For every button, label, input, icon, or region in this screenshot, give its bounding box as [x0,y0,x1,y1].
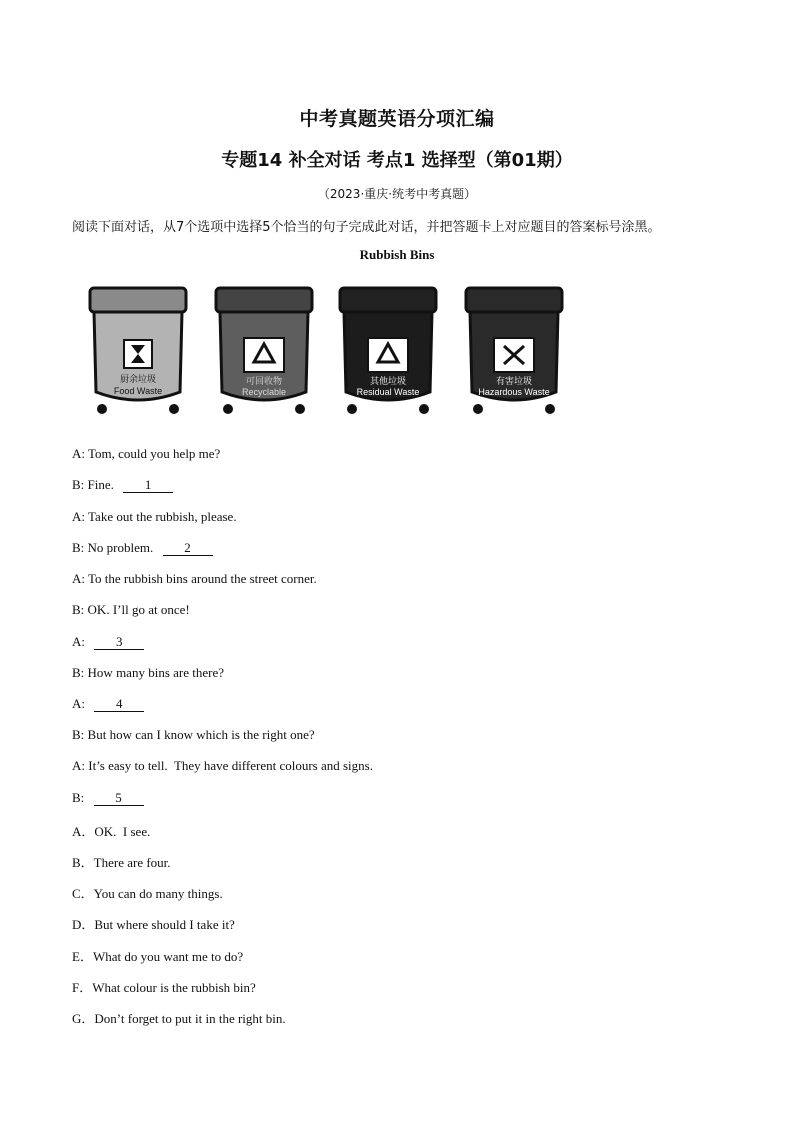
speaker: B: [72,727,85,742]
bin-label-cn: 可回收物 [245,377,283,387]
answer-blank-5[interactable]: 5 [94,791,144,806]
food-waste-bin [90,288,186,414]
answer-blank-1[interactable]: 1 [123,478,173,493]
figure-title: Rubbish Bins [359,247,435,262]
dialogue-line [72,758,373,774]
line-text: OK. I’ll go at once! [87,602,190,617]
speaker: A: [72,634,85,649]
option-letter: B． [72,855,94,870]
question-source: （2023·重庆·统考中考真题） [317,187,477,201]
bin-label-en: Food Waste [113,386,163,396]
option-text: There are four. [93,855,171,870]
residual-waste-bin [340,288,436,414]
rubbish-bins-figure [80,284,580,424]
dialogue-line [72,634,144,650]
line-text: It’s easy to tell. They have different colours and signs. [88,758,373,773]
speaker: B: [72,477,85,492]
speaker: B: [72,540,85,555]
speaker: A: [72,571,85,586]
bin-label-cn: 有害垃圾 [495,377,533,387]
answer-blank-3[interactable]: 3 [94,635,144,650]
speaker: A: [72,696,85,711]
dialogue-line [72,571,317,587]
option-d [72,914,235,933]
dialogue-line [72,790,144,806]
option-letter: F． [72,980,93,995]
dialogue-line [72,602,190,618]
bin-label-en: Hazardous Waste [478,387,550,397]
dialogue-line [72,727,315,743]
option-text: Don’t forget to put it in the right bin. [94,1011,286,1026]
dialogue-line [72,477,173,493]
option-text: But where should I take it? [94,917,235,932]
bin-label-cn: 其他垃圾 [369,377,407,387]
dialogue-line [72,540,213,556]
option-text: You can do many things. [93,886,223,901]
option-text: OK. I see. [94,824,151,839]
line-text: Take out the rubbish, please. [88,509,237,524]
option-letter: E． [72,949,93,964]
speaker: A: [72,509,85,524]
line-text: But how can I know which is the right one? [87,727,315,742]
dialogue-line [72,696,144,712]
document-title: 中考真题英语分项汇编 [299,108,495,130]
recyclable-bin [216,288,312,414]
line-text: Tom, could you help me? [88,446,221,461]
option-f [72,977,256,996]
speaker: B: [72,790,85,805]
dialogue-line [72,509,237,525]
speaker: A: [72,758,85,773]
option-letter: A． [72,824,95,839]
option-c [72,883,223,902]
option-text: What colour is the rubbish bin? [92,980,256,995]
option-g [72,1008,286,1027]
option-letter: C． [72,886,94,901]
instruction-text: 阅读下面对话，从7个选项中选择5个恰当的句子完成此对话，并把答题卡上对应题目的答案标号涂黑。 [72,220,661,235]
option-text: What do you want me to do? [92,949,244,964]
dialogue-line [72,665,224,681]
document-subtitle: 专题14 补全对话 考点1 选择型（第01期） [221,150,573,171]
option-b [72,852,171,871]
speaker: B: [72,602,85,617]
line-text: No problem. [87,540,154,555]
dialogue-line [72,446,220,462]
speaker: B: [72,665,85,680]
option-letter: G． [72,1011,95,1026]
bin-label-en: Recyclable [241,387,287,397]
option-e [72,946,243,965]
answer-blank-2[interactable]: 2 [163,541,213,556]
line-text: To the rubbish bins around the street corner. [88,571,317,586]
option-a [72,821,150,840]
line-text: Fine. [87,477,114,492]
bin-label-en: Residual Waste [356,387,420,397]
option-letter: D． [72,917,95,932]
speaker: A: [72,446,85,461]
bin-label-cn: 厨余垃圾 [119,375,157,385]
line-text: How many bins are there? [87,665,224,680]
answer-blank-4[interactable]: 4 [94,697,144,712]
hazardous-waste-bin [466,288,562,414]
